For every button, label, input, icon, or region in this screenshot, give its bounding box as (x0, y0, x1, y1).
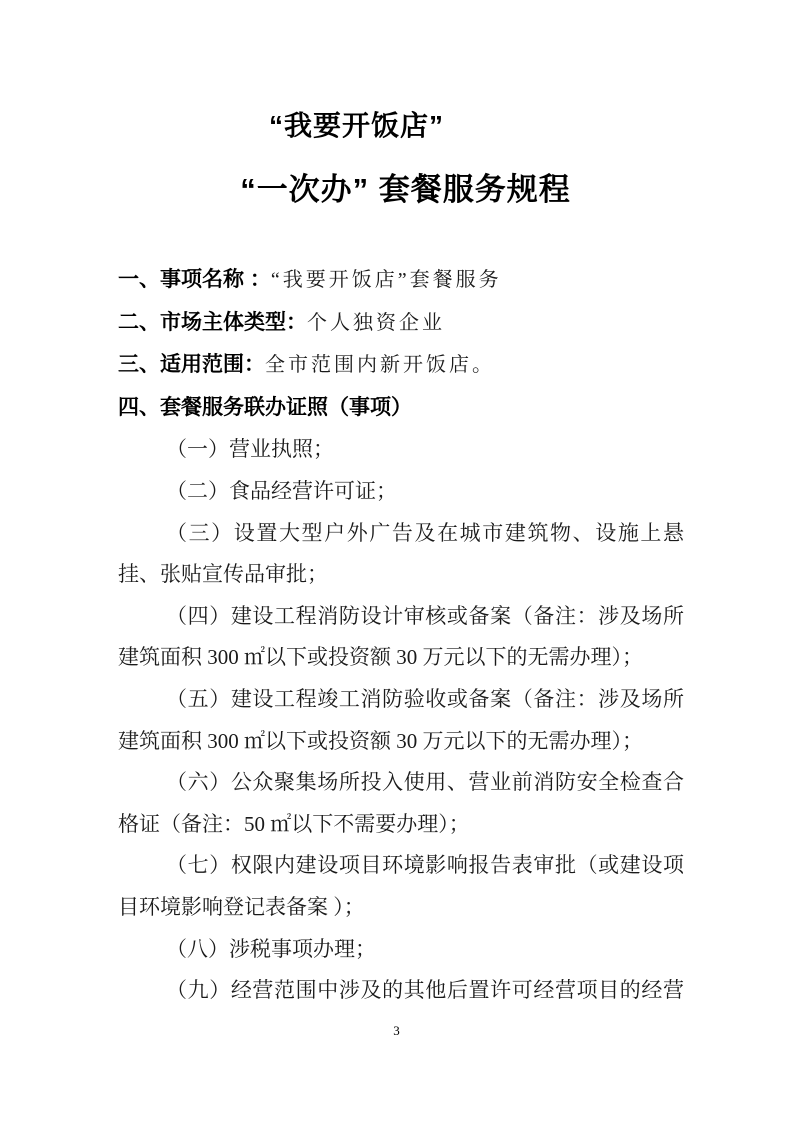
section-row-2 (118, 302, 684, 345)
list-item-8: （八）涉税事项办理； (166, 936, 376, 961)
section-label: 四、套餐服务联办证照（事项） (118, 395, 412, 419)
page-number: 3 (393, 1023, 400, 1038)
doc-body (118, 259, 684, 1012)
section-label: 二、市场主体类型： (118, 310, 307, 334)
section-row-1 (118, 259, 684, 302)
section-label: 三、适用范围： (118, 353, 265, 377)
section-row-4 (118, 387, 684, 430)
list-item-6: （六）公众聚集场所投入使用、营业前消防安全检查合格证（备注：50 ㎡以下不需要办理）； (118, 770, 684, 836)
section-value: 全市范围内新开饭店。 (265, 354, 495, 377)
section-label: 一、事项名称 ： (118, 268, 271, 291)
list-item-1: （一）营业执照； (166, 437, 334, 462)
list-item-3: （三）设置大型户外广告及在城市建筑物、设施上悬挂、张贴宣传品审批； (118, 520, 684, 587)
doc-title-line2: “一次办” 套餐服务规程 (240, 172, 571, 207)
list-item-9: （九）经营范围中涉及的其他后置许可经营项目的经营 (166, 978, 684, 1003)
list-item-7: （七）权限内建设项目环境影响报告表审批（或建设项目环境影响登记表备案 ）； (118, 853, 684, 919)
section-value: “我要开饭店”套餐服务 (270, 269, 502, 291)
doc-title-line1: “我要开饭店” (268, 110, 444, 141)
list-item-5: （五）建设工程竣工消防验收或备案（备注：涉及场所建筑面积 300 ㎡以下或投资额 30 万元以下的无需办理）； (118, 686, 684, 753)
list-item-2: （二）食品经营许可证； (166, 478, 397, 503)
list-item-4: （四）建设工程消防设计审核或备案（备注：涉及场所建筑面积 300 ㎡以下或投资额 30 万元以下的无需办理）； (118, 603, 684, 670)
section-row-3 (118, 344, 684, 387)
section-value: 个人独资企业 (307, 311, 445, 334)
